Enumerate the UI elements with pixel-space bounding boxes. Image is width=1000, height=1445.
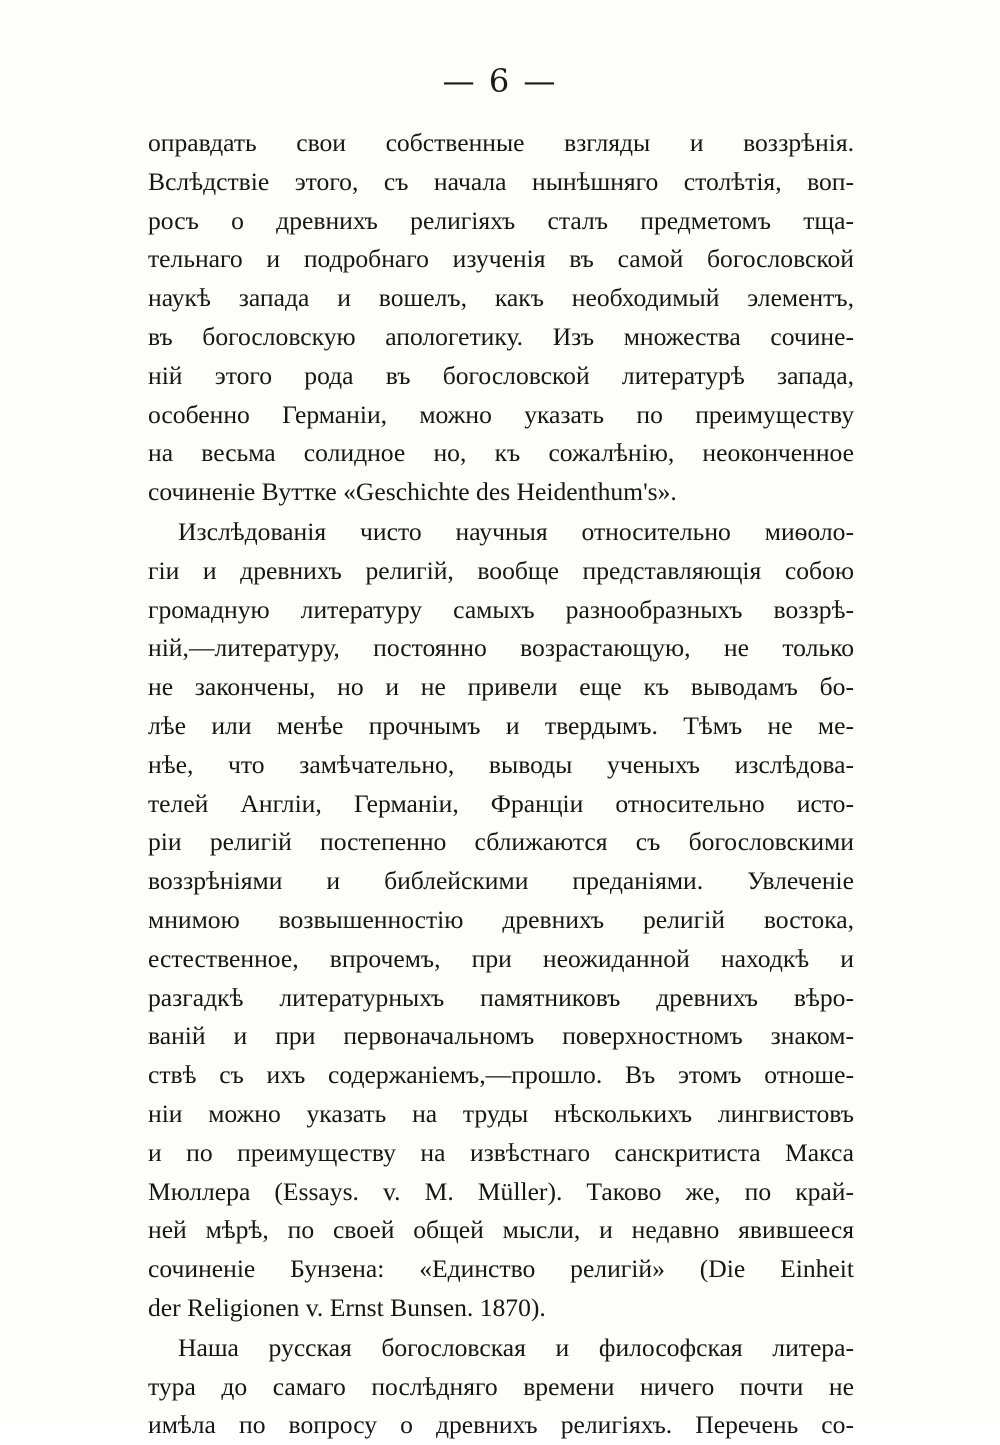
text-line: громадную литературу самыхъ разнообразныхъ воззрѣ- — [148, 594, 854, 624]
text-line: ніи можно указать на труды нѣсколькихъ лингвистовъ — [148, 1098, 854, 1128]
text-line: ній этого рода въ богословской литературѣ запада, — [148, 360, 854, 390]
text-line: сочиненіе Вуттке «Geschichte des Heidenthum's». — [148, 477, 677, 507]
text-line: не закончены, но и не привели еще къ выводамъ бо- — [148, 672, 854, 702]
text-line: Мюллера (Essays. v. M. Müller). Таково же, по край- — [148, 1176, 854, 1206]
text-line: въ богословскую апологетику. Изъ множества сочине- — [148, 321, 854, 351]
text-line: особенно Германіи, можно указать по преимуществу — [148, 399, 854, 429]
text-line: на весьма солидное но, къ сожалѣнію, неоконченное — [148, 438, 854, 468]
text-line: естественное, впрочемъ, при неожиданной находкѣ и — [148, 943, 854, 973]
text-line: ній,—литературу, постоянно возрастающую, не только — [148, 633, 854, 663]
text-line: имѣла по вопросу о древнихъ религіяхъ. Перечень со- — [148, 1410, 854, 1440]
text-line: нѣе, что замѣчательно, выводы ученыхъ изслѣдова- — [148, 749, 854, 779]
text-line: телей Англіи, Германіи, Франціи относительно исто- — [148, 788, 854, 818]
text-line: ней мѣрѣ, по своей общей мысли, и недавно явившееся — [148, 1215, 854, 1245]
paragraph-3 — [148, 1329, 854, 1445]
body-text — [148, 124, 854, 1445]
paragraph-2 — [148, 513, 854, 1328]
page-number: — 6 — — [442, 62, 558, 100]
text-line: мнимою возвышенностію древнихъ религій востока, — [148, 904, 854, 934]
text-line: сочиненіе Бунзена: «Единство религій» (Die Einheit — [148, 1254, 854, 1284]
text-line: ствѣ съ ихъ содержаніемъ,—прошло. Въ этомъ отноше- — [148, 1060, 854, 1090]
text-line: Наша русская богословская и философская литера- — [178, 1332, 854, 1362]
text-line: воззрѣніями и библейскими преданіями. Увлеченіе — [148, 866, 854, 896]
text-line: ваній и при первоначальномъ поверхностномъ знаком- — [148, 1021, 854, 1051]
text-line: тура до самаго послѣдняго времени ничего почти не — [148, 1371, 854, 1401]
text-line: ріи религій постепенно сближаются съ богословскими — [148, 827, 854, 857]
text-line: тельнаго и подробнаго изученія въ самой богословской — [148, 244, 854, 274]
text-line: гіи и древнихъ религій, вообще представляющія собою — [148, 555, 854, 585]
text-line: наукѣ запада и вошелъ, какъ необходимый элементъ, — [148, 283, 854, 313]
text-line: росъ о древнихъ религіяхъ сталъ предметомъ тща- — [148, 205, 854, 235]
text-line: разгадкѣ литературныхъ памятниковъ древнихъ вѣро- — [148, 982, 854, 1012]
text-line: оправдать свои собственные взгляды и воззрѣнія. — [148, 128, 854, 157]
text-line: Вслѣдствіе этого, съ начала нынѣшняго столѣтія, воп- — [148, 166, 854, 196]
text-line: der Religionen v. Ernst Bunsen. 1870). — [148, 1292, 546, 1322]
text-line: и по преимуществу на извѣстнаго санскритиста Макса — [148, 1137, 854, 1167]
text-line: лѣе или менѣе прочнымъ и твердымъ. Тѣмъ не ме- — [148, 710, 854, 740]
text-line: Изслѣдованія чисто научныя относительно миѳоло- — [178, 516, 854, 546]
paragraph-1 — [148, 124, 854, 512]
